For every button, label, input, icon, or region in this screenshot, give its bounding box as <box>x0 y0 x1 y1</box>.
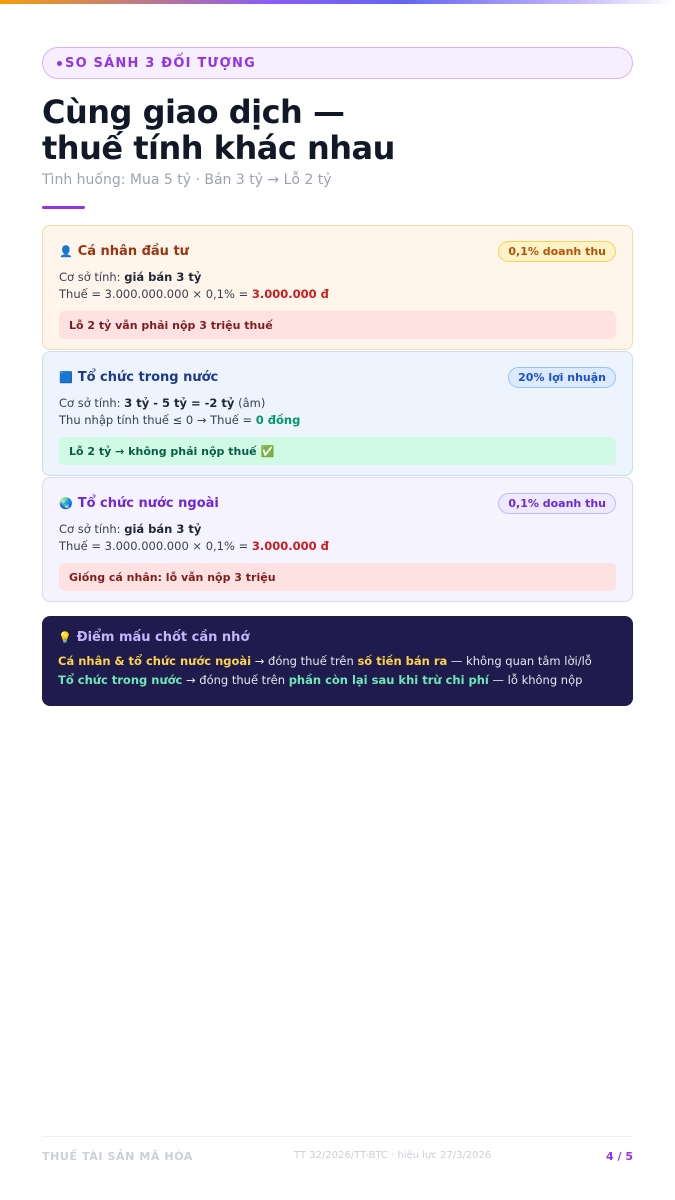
basis-line: Cơ sở tính: 3 tỷ - 5 tỷ = -2 tỷ (âm) <box>59 396 266 410</box>
card-title-text: Cá nhân đầu tư <box>77 243 189 259</box>
top-gradient-bar <box>0 0 675 4</box>
card-domestic-org <box>42 351 633 476</box>
rate-badge: 20% lợi nhuận <box>508 367 616 388</box>
key-point-line-1: Cá nhân & tổ chức nước ngoài → đóng thuế trên số tiền bán ra — không quan tâm lời/lỗ <box>58 654 592 668</box>
footer-reference: TT 32/2026/TT-BTC · hiệu lực 27/3/2026 <box>294 1150 492 1161</box>
card-title-text: Tổ chức trong nước <box>77 369 219 385</box>
key-point-box <box>42 616 633 706</box>
tax-line: Thu nhập tính thuế ≤ 0 → Thuế = 0 đồng <box>59 413 301 427</box>
basis-line: Cơ sở tính: giá bán 3 tỷ <box>59 270 202 284</box>
section-pill-label: SO SÁNH 3 ĐỐI TƯỢNG <box>65 55 256 71</box>
accent-divider <box>42 206 85 209</box>
rate-badge: 0,1% doanh thu <box>498 241 616 262</box>
page-number: 4 / 5 <box>606 1150 633 1163</box>
tax-line: Thuế = 3.000.000.000 × 0,1% = 3.000.000 đ <box>59 539 329 553</box>
basis-line: Cơ sở tính: giá bán 3 tỷ <box>59 522 202 536</box>
bullet-dot-icon <box>57 61 62 66</box>
page-title <box>42 94 395 166</box>
globe-icon: 🌏 <box>59 496 73 510</box>
section-pill <box>42 47 633 79</box>
card-title-text: Tổ chức nước ngoài <box>77 495 219 511</box>
rate-badge: 0,1% doanh thu <box>498 493 616 514</box>
warning-note: Lỗ 2 tỷ vẫn phải nộp 3 triệu thuế <box>59 311 616 339</box>
page-title-line1: Cùng giao dịch — <box>42 93 345 131</box>
card-title <box>59 244 189 259</box>
card-foreign-org <box>42 477 633 602</box>
building-icon: 🟦 <box>59 370 73 384</box>
footer-divider <box>42 1136 633 1137</box>
page-subtitle: Tình huống: Mua 5 tỷ · Bán 3 tỷ → Lỗ 2 tỷ <box>42 172 332 188</box>
card-title <box>59 370 218 385</box>
footer-title: THUẾ TÀI SẢN MÃ HÓA <box>42 1150 194 1163</box>
key-point-title: 💡 Điểm mấu chốt cần nhớ <box>58 630 250 645</box>
card-individual <box>42 225 633 350</box>
key-point-line-2: Tổ chức trong nước → đóng thuế trên phần còn lại sau khi trừ chi phí — lỗ không nộp <box>58 673 583 687</box>
warning-note: Giống cá nhân: lỗ vẫn nộp 3 triệu <box>59 563 616 591</box>
tax-line: Thuế = 3.000.000.000 × 0,1% = 3.000.000 đ <box>59 287 329 301</box>
lightbulb-icon: 💡 <box>58 631 72 644</box>
person-icon: 👤 <box>59 244 73 258</box>
card-title <box>59 496 219 511</box>
page-title-line2: thuế tính khác nhau <box>42 129 395 167</box>
success-note: Lỗ 2 tỷ → không phải nộp thuế ✅ <box>59 437 616 465</box>
